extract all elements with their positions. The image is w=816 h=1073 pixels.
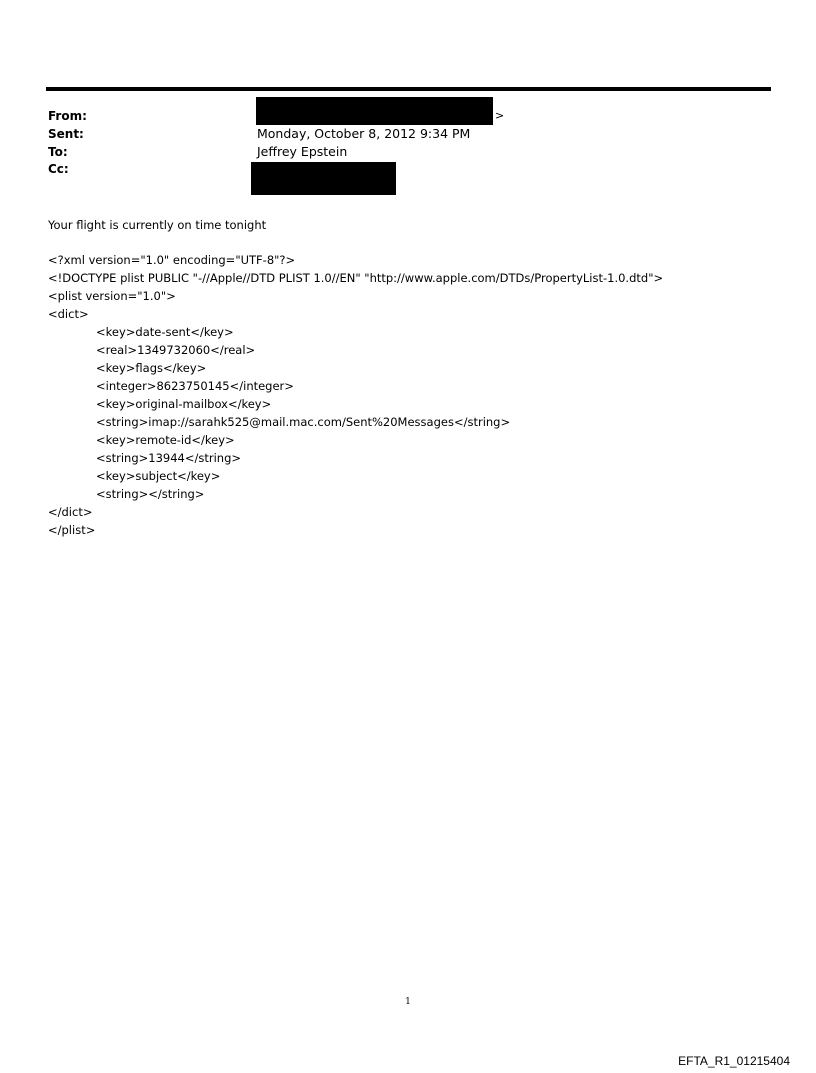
from-suffix: > [495,109,505,122]
message-text: Your flight is currently on time tonight [48,218,267,232]
xml-line: <string>imap://sarahk525@mail.mac.com/Sent%20Messages</string> [96,415,511,429]
from-redaction-box [256,97,493,125]
xml-line: <key>subject</key> [96,469,221,483]
document-id: EFTA_R1_01215404 [678,1054,790,1068]
xml-line: <dict> [48,307,89,321]
xml-line: <key>remote-id</key> [96,433,235,447]
xml-line: </plist> [48,523,96,537]
xml-line: <key>original-mailbox</key> [96,397,272,411]
xml-line: <string>13944</string> [96,451,242,465]
xml-line: <integer>8623750145</integer> [96,379,294,393]
xml-line: </dict> [48,505,93,519]
xml-line: <key>flags</key> [96,361,207,375]
xml-line: <string></string> [96,487,205,501]
to-label: To: [48,145,68,159]
cc-redaction-box [251,162,396,195]
from-label: From: [48,109,87,123]
xml-line: <key>date-sent</key> [96,325,234,339]
xml-line: <real>1349732060</real> [96,343,256,357]
cc-label: Cc: [48,162,69,176]
xml-line: <?xml version="1.0" encoding="UTF-8"?> [48,253,296,267]
page-number: 1 [405,997,411,1007]
sent-value: Monday, October 8, 2012 9:34 PM [257,126,471,141]
to-value: Jeffrey Epstein [257,144,348,159]
xml-line: <plist version="1.0"> [48,289,176,303]
sent-label: Sent: [48,127,84,141]
xml-line: <!DOCTYPE plist PUBLIC "-//Apple//DTD PLIST 1.0//EN" "http://www.apple.com/DTDs/PropertyList-1.0.dtd"> [48,271,664,285]
header-rule [46,87,771,91]
